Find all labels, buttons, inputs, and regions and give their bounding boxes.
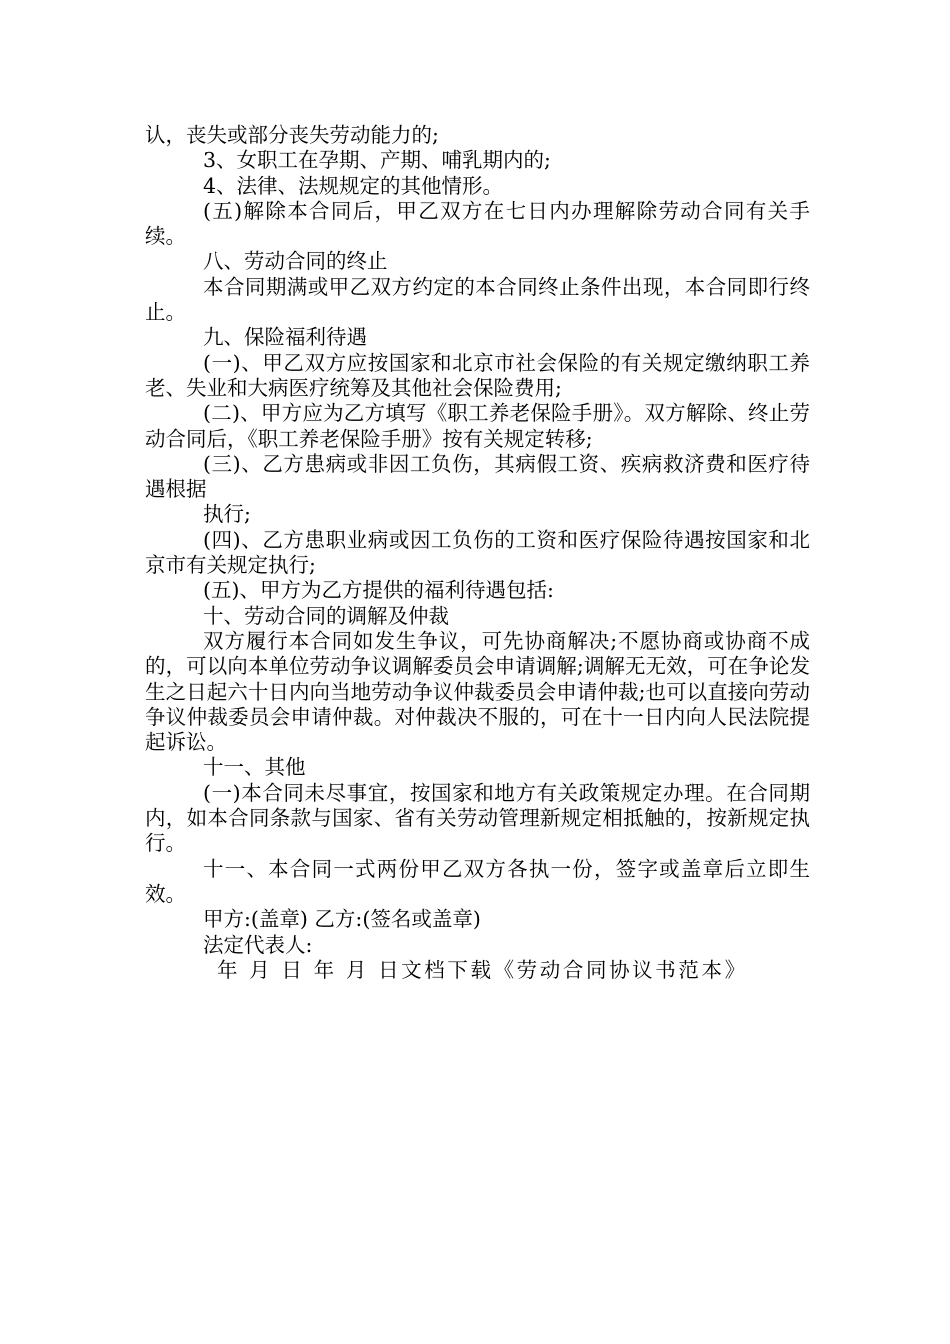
paragraph: 执行; bbox=[203, 502, 251, 527]
paragraph: (五)、甲方为乙方提供的福利待遇包括: bbox=[203, 578, 554, 603]
paragraph: 本合同期满或甲乙双方约定的本合同终止条件出现，本合同即行终止。 bbox=[145, 274, 810, 325]
paragraph: 十一、本合同一式两份甲乙双方各执一份，签字或盖章后立即生效。 bbox=[145, 856, 810, 906]
paragraph: (一)本合同未尽事宜，按国家和地方有关政策规定办理。在合同期内，如本合同条款与国家、省有关劳动管理新规定相抵触的，按新规定执行。 bbox=[145, 780, 810, 856]
paragraph: (四)、乙方患职业病或因工负伤的工资和医疗保险待遇按国家和北京市有关规定执行; bbox=[145, 527, 810, 578]
section-heading: 十一、其他 bbox=[203, 755, 306, 780]
document-body bbox=[145, 123, 810, 983]
paragraph: (二)、甲方应为乙方填写《职工养老保险手册》。双方解除、终止劳动合同后，《职工养老保险手册》按有关规定转移; bbox=[145, 401, 810, 451]
paragraph: (一)、甲乙双方应按国家和北京市社会保险的有关规定缴纳职工养老、失业和大病医疗统筹及其他社会保险费用; bbox=[145, 350, 810, 400]
paragraph: 4、法律、法规规定的其他情形。 bbox=[203, 173, 504, 198]
section-heading: 九、保险福利待遇 bbox=[203, 325, 367, 350]
section-heading: 八、劳动合同的终止 bbox=[203, 249, 388, 274]
paragraph: (五)解除本合同后，甲乙双方在七日内办理解除劳动合同有关手续。 bbox=[145, 198, 810, 249]
paragraph: 3、女职工在孕期、产期、哺乳期内的; bbox=[203, 148, 551, 173]
date-and-download-line: 年 月 日 年 月 日文档下载《劳动合同协议书范本》 bbox=[217, 957, 748, 982]
legal-representative: 法定代表人: bbox=[203, 932, 313, 957]
paragraph: 双方履行本合同如发生争议，可先协商解决;不愿协商或协商不成的，可以向本单位劳动争议调解委员会申请调解;调解无无效，可在争论发生之日起六十日内向当地劳动争议仲裁委员会申请仲裁;也可以直接向劳动争议仲裁委员会申请仲裁。对仲裁决不服的，可在十一日内向人民法院提起诉讼。 bbox=[145, 628, 810, 755]
section-heading: 十、劳动合同的调解及仲裁 bbox=[203, 603, 449, 628]
paragraph: 认，丧失或部分丧失劳动能力的; bbox=[145, 123, 439, 147]
signature-parties: 甲方:(盖章) 乙方:(签名或盖章) bbox=[203, 907, 481, 932]
paragraph: (三)、乙方患病或非因工负伤，其病假工资、疾病救济费和医疗待遇根据 bbox=[145, 451, 810, 502]
